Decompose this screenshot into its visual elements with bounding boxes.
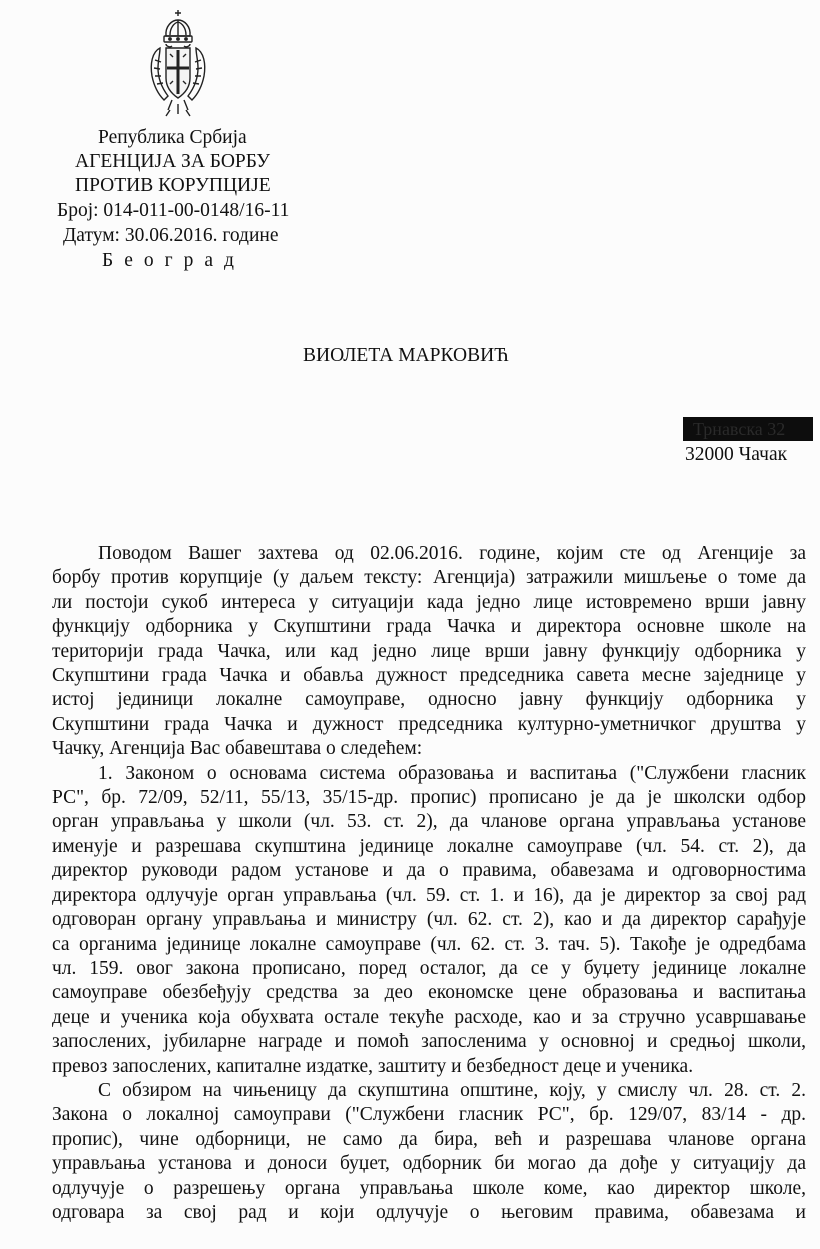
body-line: РС", бр. 72/09, 52/11, 55/13, 35/15-др. пропис) прописано је да је школски одбор xyxy=(52,787,806,809)
body-line: Скупштини града Чачка и дужност председника културно-уметничког друштва у xyxy=(52,713,806,735)
body-line: директора одлучује орган управљања (чл. 59. ст. 1. и 16), да је директор за свој рад xyxy=(52,884,806,906)
header-date: Датум: 30.06.2016. године xyxy=(63,225,279,246)
body-line: Поводом Вашег захтева од 02.06.2016. године, којим сте од Агенције за xyxy=(98,543,806,564)
recipient-city: 32000 Чачак xyxy=(685,444,788,465)
body-line: одговоран органу управљања и министру (чл. 62. ст. 2), као и да директор сарађује xyxy=(52,909,806,931)
body-line: орган управљања у школи (чл. 53. ст. 2), да чланове органа управљања установе xyxy=(52,811,806,833)
body-line: истој јединици локалне самоуправе, односно јавну функцију одборника у xyxy=(52,689,806,711)
recipient-street-redacted: Трнавска 32 xyxy=(683,417,813,441)
recipient-name: ВИОЛЕТА МАРКОВИЋ xyxy=(303,345,509,366)
body-line: функцију одборника у Скупштини града Чачка и директора основне школе на xyxy=(52,616,806,638)
header-republic: Република Србија xyxy=(98,127,247,148)
body-line: именује и разрешава скупштина јединице локалне самоуправе (чл. 54. ст. 2), да xyxy=(52,835,806,857)
body-line: превоз запослених, капиталне издатке, заштиту и безбедност деце и ученика. xyxy=(52,1055,694,1077)
header-agency-line1: АГЕНЦИЈА ЗА БОРБУ xyxy=(75,151,271,172)
body-line: С обзиром на чињеницу да скупштина општине, коју, у смислу чл. 28. ст. 2. xyxy=(98,1079,806,1101)
body-line: одговара за свој рад и који одлучује о његовим правима, обавезама и xyxy=(52,1201,806,1223)
body-line: 1. Законом о основама система образовања и васпитања ("Службени гласник xyxy=(98,762,806,784)
body-line: деце и ученика која обухвата остале текуће расходе, као и за стручно усавршавање xyxy=(52,1006,806,1028)
body-line: територији града Чачка, или кад једно лице врши јавну функцију одборника у xyxy=(52,640,806,662)
body-line: Чачку, Агенција Вас обавештава о следећем: xyxy=(52,738,423,760)
body-line: одлучује о разрешењу органа управљања школе коме, као директор школе, xyxy=(52,1177,806,1199)
body-line: запослених, јубиларне награде и помоћ запосленима у основној и средњој школи, xyxy=(52,1031,806,1053)
body-line: са органима јединице локалне самоуправе (чл. 62. ст. 3. тач. 5). Такође је одредбама xyxy=(52,933,806,955)
header-document-number: Број: 014-011-00-0148/16-11 xyxy=(57,200,290,221)
body-line: Скупштини града Чачка и обавља дужност председника савета месне заједнице у xyxy=(52,665,806,687)
body-line: ли постоји сукоб интереса у ситуацији када једно лице истовремено врши јавну xyxy=(52,591,806,613)
body-line: директор руководи радом установе и да о правима, обавезама и одговорностима xyxy=(52,860,806,882)
body-line: управљања установа и доноси буџет, одборник би могао да дође у ситуацију да xyxy=(52,1153,806,1175)
letter-body xyxy=(52,542,806,1225)
body-line: пропис), чине одборници, не само да бира, већ и разрешава чланове органа xyxy=(52,1128,806,1150)
body-line: борбу против корупције (у даљем тексту: Агенција) затражили мишљење о томе да xyxy=(52,567,806,589)
header-agency-line2: ПРОТИВ КОРУПЦИЈЕ xyxy=(75,175,271,196)
body-line: самоуправе обезбеђују средства за део економске цене образовања и васпитања xyxy=(52,982,806,1004)
body-line: Закона о локалној самоуправи ("Службени гласник РС", бр. 129/07, 83/14 - др. xyxy=(52,1104,806,1126)
serbian-coat-of-arms-icon xyxy=(148,8,208,120)
body-line: чл. 159. овог закона прописано, поред осталог, да се у буџету јединице локалне xyxy=(52,957,806,979)
header-city: Београд xyxy=(102,250,245,271)
